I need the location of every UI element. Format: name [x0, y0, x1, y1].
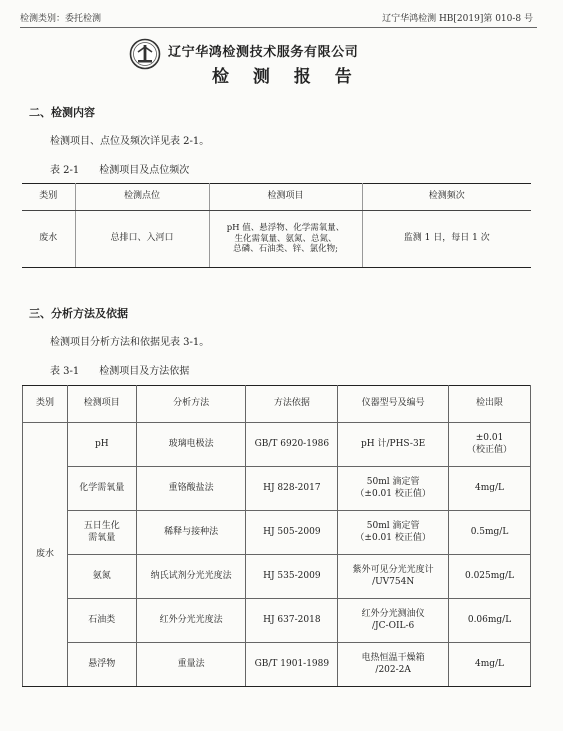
table-cell-basis: HJ 535-2009: [246, 555, 338, 599]
table-cell-item: [67, 643, 136, 687]
instrument-line: /JC-OIL-6: [372, 620, 415, 631]
section-2-heading: 二、检测内容: [29, 106, 95, 119]
instrument-line: 电热恒温干燥箱: [361, 653, 425, 664]
column-header: 类别: [23, 386, 68, 423]
header-divider: [20, 27, 537, 28]
limit-line: 4mg/L: [475, 482, 505, 493]
table-cell-item: [67, 511, 136, 555]
table-cell-instrument: [338, 511, 449, 555]
table-cell-method: 玻璃电极法: [136, 423, 246, 467]
section-3-text: 检测项目分析方法和依据见表 3-1。: [50, 337, 210, 348]
instrument-line: （±0.01 校正值）: [355, 532, 431, 543]
table-cell-basis: HJ 637-2018: [246, 599, 338, 643]
instrument-line: pH 计/PHS-3E: [361, 438, 426, 449]
instrument-line: /202-2A: [375, 664, 411, 675]
company-name: 辽宁华鸿检测技术服务有限公司: [168, 45, 359, 60]
table-2-1-caption: 表 2-1 检测项目及点位频次: [50, 165, 190, 176]
table-2-1: [22, 183, 531, 268]
table-cell-items: [209, 211, 362, 268]
company-logo-icon: [129, 38, 161, 70]
table-row: [23, 599, 531, 643]
table-cell-method: 稀释与接种法: [136, 511, 246, 555]
table-row: [23, 511, 531, 555]
item-line: 五日生化: [83, 521, 120, 532]
limit-line: 0.06mg/L: [467, 614, 512, 625]
table-3-1: [22, 385, 531, 687]
table-cell-basis: HJ 828-2017: [246, 467, 338, 511]
table-cell-method: 重量法: [136, 643, 246, 687]
item-line: 化学需氧量: [79, 482, 125, 493]
table-3-1-caption: 表 3-1 检测项目及方法依据: [50, 366, 190, 377]
table-cell-instrument: [338, 599, 449, 643]
table-row: [23, 423, 531, 467]
table-cell-limit: [449, 555, 531, 599]
table-cell-instrument: [338, 467, 449, 511]
report-title: 检 测 报 告: [212, 67, 361, 87]
instrument-line: 红外分光测油仪: [361, 609, 425, 620]
instrument-line: 50ml 滴定管: [366, 521, 420, 532]
table-cell-method: 红外分光光度法: [136, 599, 246, 643]
table-cell-item: [67, 423, 136, 467]
item-line: 氨氮: [92, 570, 111, 581]
table-cell-instrument: [338, 643, 449, 687]
instrument-line: /UV754N: [372, 576, 415, 587]
table-cell-frequency: 监测 1 日，每日 1 次: [362, 211, 531, 268]
instrument-line: 紫外可见分光光度计: [352, 565, 434, 576]
section-3-heading: 三、分析方法及依据: [29, 307, 128, 320]
items-line: 生化需氧量、氨氮、总氮、: [234, 233, 337, 244]
items-line: pH 值、悬浮物、化学需氧量、: [226, 223, 345, 234]
table-cell-category: 废水: [23, 423, 68, 687]
column-header: 检测项目: [67, 386, 136, 423]
instrument-line: （±0.01 校正值）: [355, 488, 431, 499]
column-header: 检测点位: [75, 184, 209, 211]
column-header: 分析方法: [136, 386, 246, 423]
table-cell-item: [67, 467, 136, 511]
table-cell-instrument: [338, 423, 449, 467]
table-cell-limit: [449, 599, 531, 643]
table-row: [23, 555, 531, 599]
column-header: 仪器型号及编号: [338, 386, 449, 423]
column-header: 方法依据: [246, 386, 338, 423]
item-line: pH: [95, 438, 109, 449]
item-line: 石油类: [88, 614, 116, 625]
column-header: 检测项目: [209, 184, 362, 211]
limit-line: 0.025mg/L: [464, 570, 515, 581]
column-header: 检出限: [449, 386, 531, 423]
section-2-text: 检测项目、点位及频次详见表 2-1。: [50, 136, 210, 147]
header-report-number: 辽宁华鸿检测 HB[2019]第 010-8 号: [382, 14, 533, 24]
column-header: 检测频次: [362, 184, 531, 211]
table-cell-instrument: [338, 555, 449, 599]
table-cell-limit: [449, 423, 531, 467]
instrument-line: 50ml 滴定管: [366, 477, 420, 488]
table-cell-basis: GB/T 6920-1986: [246, 423, 338, 467]
table-cell-limit: [449, 511, 531, 555]
table-cell-category: 废水: [22, 211, 75, 268]
table-cell-limit: [449, 467, 531, 511]
table-row: [23, 467, 531, 511]
table-cell-item: [67, 599, 136, 643]
table-cell-limit: [449, 643, 531, 687]
limit-line: （校正值）: [467, 444, 513, 455]
table-cell-points: 总排口、入河口: [75, 211, 209, 268]
limit-line: 4mg/L: [475, 658, 505, 669]
item-line: 悬浮物: [88, 658, 116, 669]
table-cell-basis: GB/T 1901-1989: [246, 643, 338, 687]
table-cell-method: 重铬酸盐法: [136, 467, 246, 511]
items-line: 总磷、石油类、锌、氯化物;: [233, 244, 338, 255]
table-cell-item: [67, 555, 136, 599]
table-cell-method: 纳氏试剂分光光度法: [136, 555, 246, 599]
column-header: 类别: [22, 184, 75, 211]
limit-line: 0.5mg/L: [470, 526, 509, 537]
table-cell-basis: HJ 505-2009: [246, 511, 338, 555]
limit-line: ±0.01: [475, 433, 504, 444]
item-line: 需氧量: [88, 532, 116, 543]
table-row: [23, 643, 531, 687]
header-category: 检测类别：委托检测: [20, 14, 102, 24]
